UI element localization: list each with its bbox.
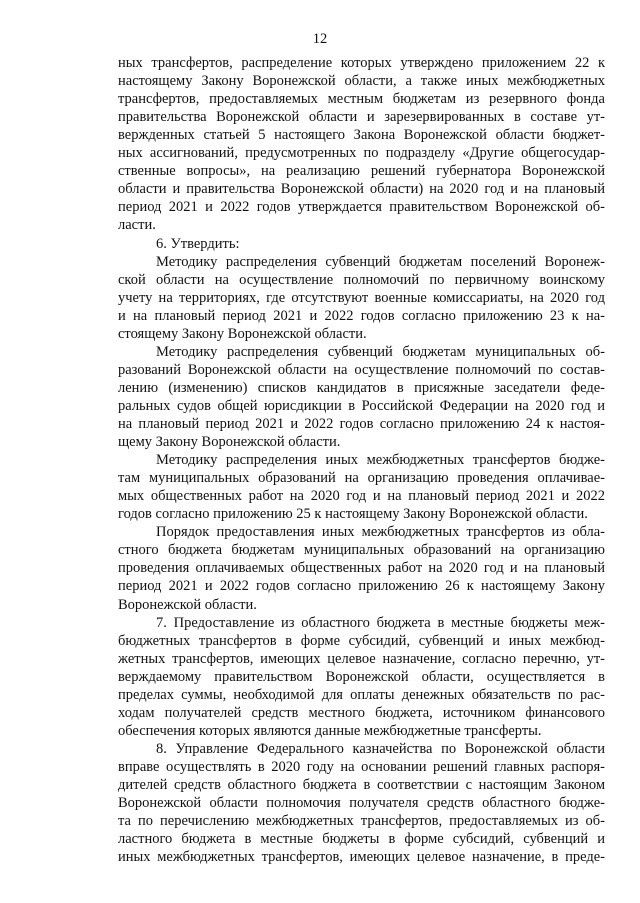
text-line: учету на территориях, где отсутствуют военные комиссариаты, на 2020 год bbox=[118, 289, 605, 306]
text-line: стоящему Закону Воронежской области. bbox=[118, 325, 367, 342]
text-line: бюджетных трансфертов в форме субсидий, субвенций и иных межбюд- bbox=[118, 632, 605, 649]
text-line: щему Закону Воронежской области. bbox=[118, 434, 341, 451]
text-line: 7. Предоставление из областного бюджета в местные бюджеты меж- bbox=[156, 614, 605, 631]
text-line: мых общественных работ на 2020 год и на плановый период 2021 и 2022 bbox=[118, 488, 605, 505]
text-line: ральных судов общей юрисдикции в Российской Федерации на 2020 год и bbox=[118, 397, 605, 414]
text-line: 8. Управление Федерального казначейства по Воронежской области bbox=[156, 740, 605, 757]
text-line: Порядок предоставления иных межбюджетных трансфертов из обла- bbox=[156, 524, 605, 541]
text-line: Методику распределения иных межбюджетных трансфертов бюдже- bbox=[156, 452, 605, 469]
text-line: ской области на осуществление полномочий по первичному воинскому bbox=[118, 271, 605, 288]
text-line: иных межбюджетных трансфертов, имеющих целевое назначение, в преде- bbox=[118, 849, 605, 866]
text-line: ластного бюджета в местные бюджеты в форме субсидий, субвенций и bbox=[118, 831, 605, 848]
text-line: ласти. bbox=[118, 217, 156, 234]
text-line: трансфертов, предоставляемых местным бюджетам из резервного фонда bbox=[118, 91, 605, 108]
text-line: верждаемому правительством Воронежской области, осуществляется в bbox=[118, 668, 605, 685]
text-line: вержденных статьей 5 настоящего Закона Воронежской области бюджет- bbox=[118, 127, 605, 144]
text-line: Методику распределения субвенций бюджетам муниципальных об- bbox=[156, 343, 605, 360]
text-line: настоящему Закону Воронежской области, а также иных межбюджетных bbox=[118, 73, 605, 90]
text-line: Воронежской области. bbox=[118, 596, 257, 613]
text-line: Методику распределения субвенций бюджетам поселений Воронеж- bbox=[156, 253, 605, 270]
text-line: стного бюджета бюджетам муниципальных образований на организацию bbox=[118, 542, 605, 559]
text-line: период 2021 и 2022 годов согласно приложению 26 к настоящему Закону bbox=[118, 578, 605, 595]
text-line: та по перечислению межбюджетных трансфертов, предоставляемых из об- bbox=[118, 813, 605, 830]
text-line: там муниципальных образований на организацию проведения оплачивае- bbox=[118, 470, 605, 487]
page-number: 12 bbox=[312, 31, 328, 47]
text-line: ходам получателей средств местного бюджета, источником финансового bbox=[118, 704, 605, 721]
text-line: правительства Воронежской области и зарезервированных в составе ут- bbox=[118, 109, 605, 126]
text-line: дителей средств областного бюджета в соответствии с настоящим Законом bbox=[118, 777, 605, 793]
text-line: разований Воронежской области на осуществление полномочий по состав- bbox=[118, 361, 605, 378]
text-line: лению (изменению) списков кандидатов в присяжные заседатели феде- bbox=[118, 379, 605, 396]
text-line: области и правительства Воронежской области) на 2020 год и на плановый bbox=[118, 181, 605, 198]
text-line: период 2021 и 2022 годов утверждается правительством Воронежской об- bbox=[118, 199, 605, 216]
text-line: 6. Утвердить: bbox=[156, 235, 240, 252]
text-line: жетных трансфертов, имеющих целевое назначение, согласно перечню, ут- bbox=[118, 650, 605, 667]
text-line: Воронежской области полномочия получателя средств областного бюдже- bbox=[118, 795, 605, 812]
text-line: на плановый период 2021 и 2022 годов согласно приложению 24 к настоя- bbox=[118, 416, 605, 432]
text-line: обеспечения которых являются данные межбюджетные трансферты. bbox=[118, 722, 542, 739]
text-line: пределах суммы, необходимой для оплаты денежных обязательств по рас- bbox=[118, 686, 605, 703]
text-line: и на плановый период 2021 и 2022 годов согласно приложению 23 к на- bbox=[118, 307, 605, 324]
text-line: проведения оплачиваемых общественных работ на 2020 год и на плановый bbox=[118, 560, 605, 577]
text-line: ственные вопросы», на реализацию решений губернатора Воронежской bbox=[118, 163, 605, 180]
text-line: ных трансфертов, распределение которых утверждено приложением 22 к bbox=[118, 55, 605, 71]
text-line: годов согласно приложению 25 к настоящему Закону Воронежской области. bbox=[118, 506, 588, 523]
text-line: вправе осуществлять в 2020 году на основании решений главных распоря- bbox=[118, 758, 605, 775]
text-line: ных ассигнований, предусмотренных по подразделу «Другие общегосудар- bbox=[118, 145, 605, 162]
